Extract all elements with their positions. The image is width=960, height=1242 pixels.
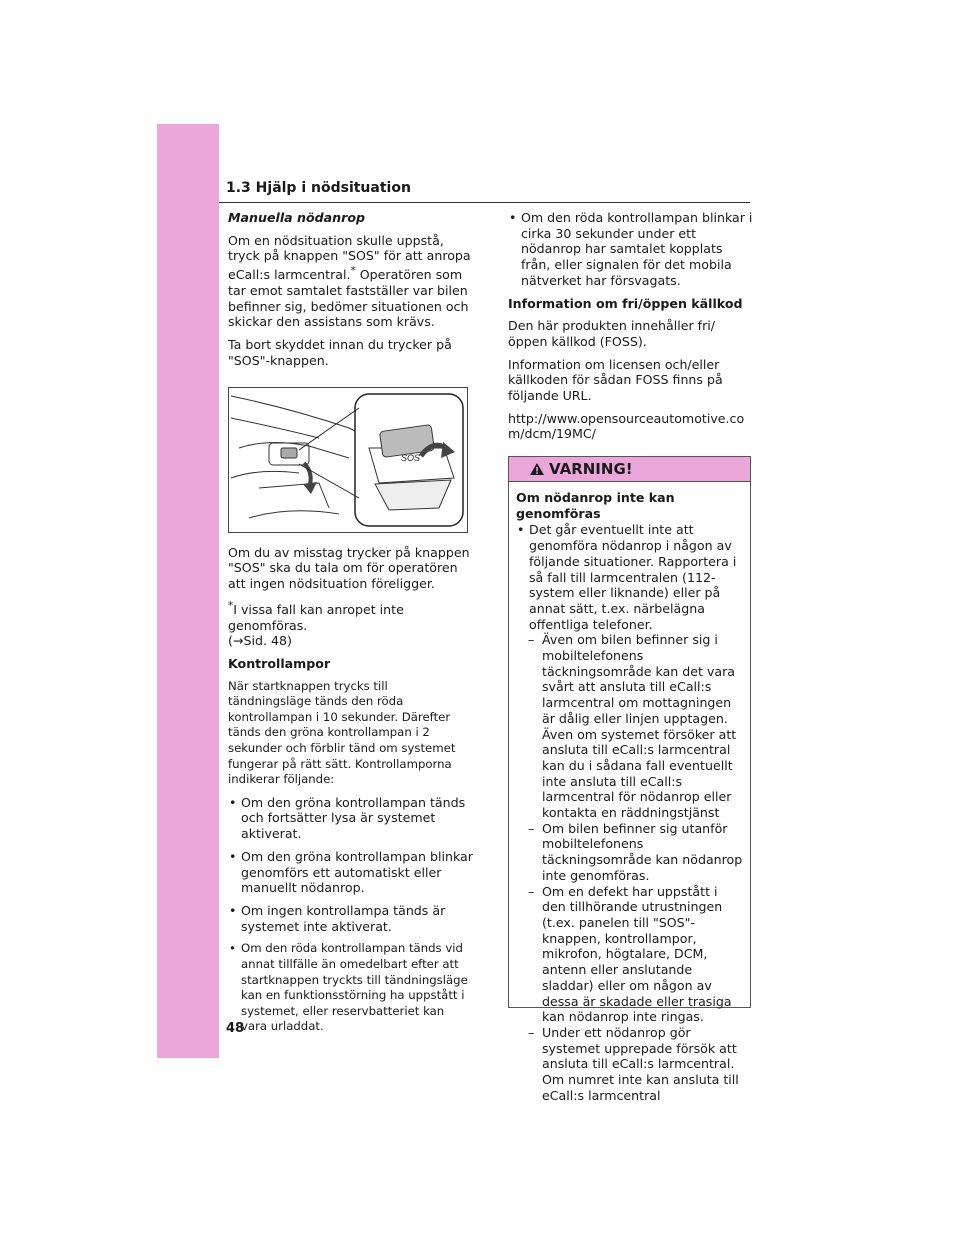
list-item: – Om en defekt har uppstått i den tillhörande utrustningen (t.ex. panelen till "SOS"-knappen, kontrollampor, mikrofon, högtalare, DCM, antenn eller anslutande sladdar) eller om någon av dessa är skadade eller trasiga kan nödanrop inte ringas.	[516, 884, 744, 1025]
foss-url[interactable]: http://www.opensourceautomotive.com/dcm/19MC/	[508, 410, 745, 442]
warning-subheading: Om nödanrop inte kan genomföras	[516, 490, 675, 521]
foss-url-paragraph: Information om licensen och/eller källkoden för sådan FOSS finns på följande URL.	[508, 356, 723, 404]
warning-body	[509, 482, 750, 1103]
list-item: • Om den röda kontrollampan tänds vid annat tillfälle än omedelbart efter att startknappen tryckts till tändningsläge kan en funktionsstörning ha uppstått i systemet, eller reservbatteriet kan vara urladdat.	[228, 941, 473, 1035]
manual-calls-paragraph	[228, 233, 473, 330]
foss-paragraph: Den här produkten innehåller fri/öppen källkod (FOSS).	[508, 318, 716, 349]
sos-button-figure	[228, 387, 468, 533]
mistake-paragraph: Om du av misstag trycker på knappen "SOS" ska du tala om för operatören att ingen nödsituation föreligger.	[228, 544, 470, 591]
section-title: 1.3 Hjälp i nödsituation	[226, 180, 411, 196]
list-item: – Om bilen befinner sig utanför mobiltelefonens täckningsområde kan nödanrop inte genomföras.	[516, 821, 744, 884]
p1-text-cont: Operatören som tar emot samtalet fastställer var bilen befinner sig, bedömer situationen och skickar den assistans som krävs.	[228, 267, 469, 330]
manual-calls-heading: Manuella nödanrop	[228, 210, 365, 225]
footnote	[228, 599, 473, 649]
warning-triangle-icon	[529, 462, 545, 476]
list-item: • Om den gröna kontrollampan blinkar genomförs ett automatiskt eller manuellt nödanrop.	[228, 849, 473, 896]
warning-box	[508, 456, 751, 1103]
warning-header	[509, 457, 750, 482]
sos-button-illustration	[229, 388, 467, 532]
list-item: • Om ingen kontrollampa tänds är systemet inte aktiverat.	[228, 903, 473, 934]
list-item: • Om den gröna kontrollampan tänds och fortsätter lysa är systemet aktiverat.	[228, 795, 473, 842]
footnote-marker: *	[350, 265, 356, 278]
list-item: – Under ett nödanrop gör systemet upprepade försök att ansluta till eCall:s larmcentral. Om numret inte kan ansluta till eCall:s larmcentral	[516, 1025, 744, 1104]
warning-title: VARNING!	[549, 460, 633, 478]
foss-heading: Information om fri/öppen källkod	[508, 295, 743, 311]
list-item: • Det går eventuellt inte att genomföra nödanrop i någon av följande situationer. Rapportera i så fall till larmcentralen (112-system eller liknande) eller på annat sätt, t.ex. närbelägna offentliga telefoner.	[516, 522, 744, 632]
footnote-marker-2: *	[228, 599, 234, 612]
list-item: • Om den röda kontrollampan blinkar i cirka 30 sekunder under ett nödanrop har samtalet kopplats från, eller signalen för det mobila nätverket har försvagats.	[508, 210, 753, 289]
sos-label: SOS	[401, 452, 421, 463]
page-number: 48	[226, 1021, 245, 1036]
chapter-side-tab	[157, 124, 219, 1058]
section-header	[219, 178, 750, 203]
p1-text: Om en nödsituation skulle uppstå, tryck på knappen "SOS" för att anropa eCall:s larmcentral.	[228, 232, 471, 283]
right-column	[508, 210, 753, 449]
left-column	[228, 210, 473, 1042]
lamps-paragraph: När startknappen trycks till tändningsläge tänds den röda kontrollampan i 10 sekunder. Därefter tänds den gröna kontrollampan i 2 sekunder och förblir tänd om systemet fungerar på rätt sätt. Kontrollamporna indikerar följande:	[228, 678, 456, 787]
footnote-text: I vissa fall kan anropet inte genomföras.	[228, 601, 404, 633]
remove-cover-paragraph: Ta bort skyddet innan du trycker på "SOS"-knappen.	[228, 337, 452, 368]
page-reference: (→Sid. 48)	[228, 633, 292, 649]
lamps-heading: Kontrollampor	[228, 655, 331, 671]
list-item: – Även om bilen befinner sig i mobiltelefonens täckningsområde kan det vara svårt att ansluta till eCall:s larmcentral om mottagningen är dålig eller linjen upptagen. Även om systemet försöker att ansluta till eCall:s larmcentral kan du i sådana fall eventuellt inte ansluta till eCall:s larmcentral för nödanrop eller kontakta en räddningstjänst	[516, 632, 744, 820]
